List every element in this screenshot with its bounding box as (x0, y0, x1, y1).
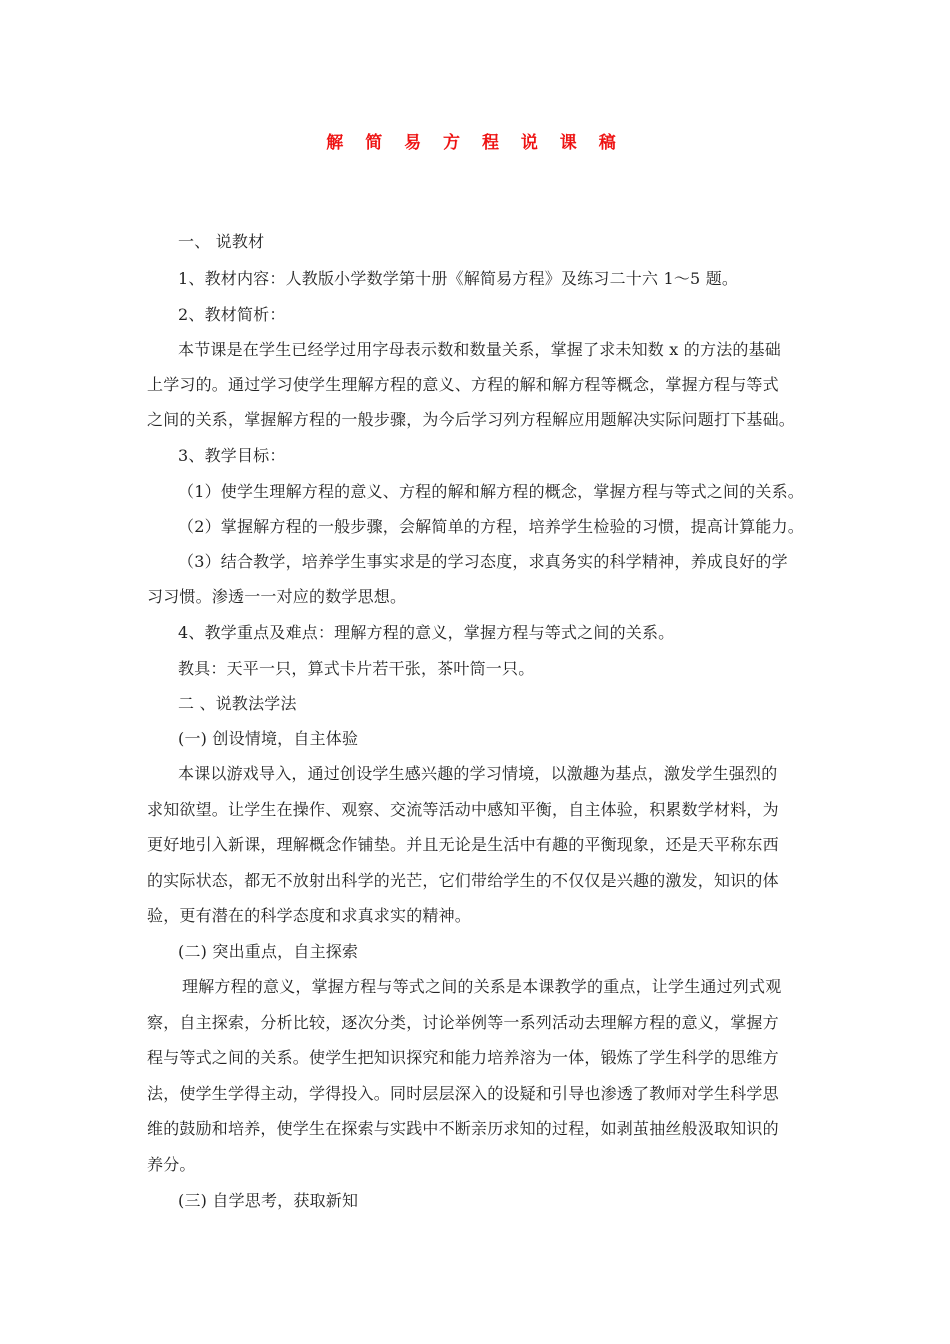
paragraph-line: （2）掌握解方程的一般步骤，会解简单的方程，培养学生检验的习惯，提高计算能力。 (178, 517, 804, 536)
paragraph-line: 之间的关系，掌握解方程的一般步骤，为今后学习列方程解应用题解决实际问题打下基础。 (147, 410, 796, 429)
paragraph-line: 2、教材简析： (178, 305, 286, 324)
paragraph-line: 察，自主探索，分析比较，逐次分类，讨论举例等一系列活动去理解方程的意义，掌握方 (147, 1013, 779, 1032)
paragraph-line: 的实际状态，都无不放射出科学的光芒，它们带给学生的不仅仅是兴趣的激发，知识的体 (147, 871, 779, 890)
paragraph-line: 习习惯。渗透一一对应的数学思想。 (147, 587, 407, 606)
subsection-heading: (二) 突出重点，自主探索 (178, 942, 359, 961)
paragraph-line: 1、教材内容：人教版小学数学第十册《解简易方程》及练习二十六 1～5 题。 (178, 269, 739, 288)
subsection-heading: (三) 自学思考，获取新知 (178, 1191, 359, 1210)
subsection-heading: (一) 创设情境，自主体验 (178, 729, 359, 748)
paragraph-line: （3）结合教学，培养学生事实求是的学习态度，求真务实的科学精神，养成良好的学 (178, 552, 788, 571)
paragraph-line: 更好地引入新课，理解概念作铺垫。并且无论是生活中有趣的平衡现象，还是天平称东西 (147, 835, 779, 854)
paragraph-line: 上学习的。通过学习使学生理解方程的意义、方程的解和解方程等概念，掌握方程与等式 (147, 375, 779, 394)
document-title: 解 简 易 方 程 说 课 稿 (326, 133, 624, 153)
section-heading: 二 、说教法学法 (178, 694, 297, 713)
paragraph-line: 养分。 (147, 1155, 196, 1174)
paragraph-line: 本节课是在学生已经学过用字母表示数和数量关系，掌握了求未知数 x 的方法的基础 (178, 340, 781, 359)
paragraph-line: 3、教学目标： (178, 446, 286, 465)
paragraph-line: （1）使学生理解方程的意义、方程的解和解方程的概念，掌握方程与等式之间的关系。 (178, 482, 804, 501)
paragraph-line: 4、教学重点及难点：理解方程的意义，掌握方程与等式之间的关系。 (178, 623, 675, 642)
paragraph-line: 程与等式之间的关系。使学生把知识探究和能力培养溶为一体，锻炼了学生科学的思维方 (147, 1048, 779, 1067)
paragraph-line: 验，更有潜在的科学态度和求真求实的精神。 (147, 906, 472, 925)
paragraph-line: 教具：天平一只，算式卡片若干张，茶叶筒一只。 (178, 659, 535, 678)
section-heading: 一、 说教材 (178, 232, 265, 251)
paragraph-line: 理解方程的意义，掌握方程与等式之间的关系是本课教学的重点，让学生通过列式观 (182, 977, 782, 996)
paragraph-line: 本课以游戏导入，通过创设学生感兴趣的学习情境，以激趣为基点，激发学生强烈的 (178, 764, 778, 783)
paragraph-line: 法，使学生学得主动，学得投入。同时层层深入的设疑和引导也渗透了教师对学生科学思 (147, 1084, 779, 1103)
paragraph-line: 维的鼓励和培养，使学生在探索与实践中不断亲历求知的过程，如剥茧抽丝般汲取知识的 (147, 1119, 779, 1138)
paragraph-line: 求知欲望。让学生在操作、观察、交流等活动中感知平衡，自主体验，积累数学材料，为 (147, 800, 779, 819)
